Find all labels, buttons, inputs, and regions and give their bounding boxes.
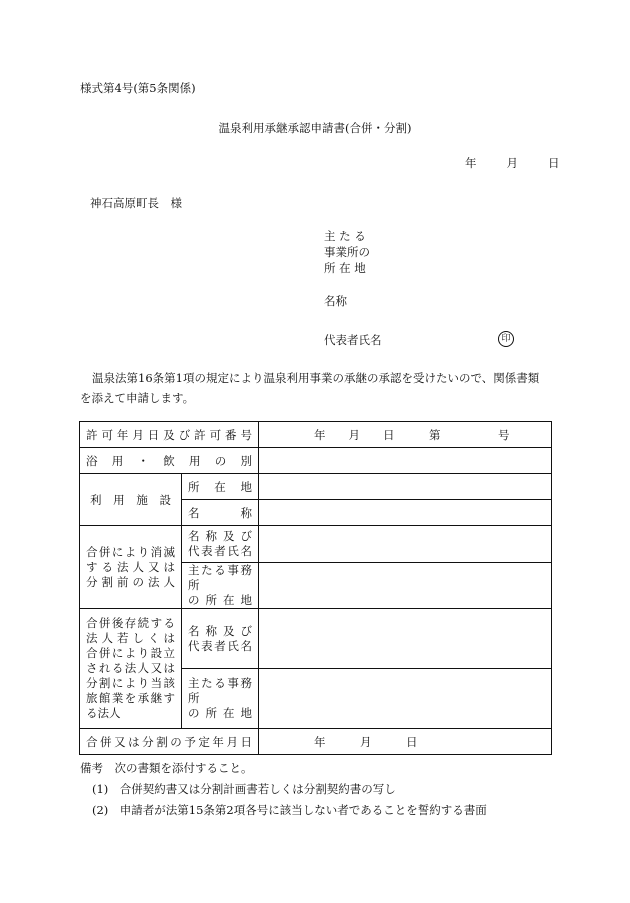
label-line: 分割により当該 xyxy=(86,676,175,690)
label-line: 法人若しくは xyxy=(86,631,175,645)
scheduled-date-label: 合併又は分割の予定年月日 xyxy=(80,729,259,755)
document-title: 温泉利用承継承認申請書(合併・分割) xyxy=(218,121,412,135)
address-label-line: 主 た る xyxy=(324,229,366,243)
label-line: 主たる事務所 xyxy=(188,676,252,705)
date-month: 月 xyxy=(506,156,518,170)
usage-type-value[interactable] xyxy=(259,448,552,474)
label-line: る法人 xyxy=(86,706,121,720)
dissolved-office-label xyxy=(182,563,259,609)
notes xyxy=(80,758,487,821)
dissolved-name-value[interactable] xyxy=(259,526,552,563)
successor-name-label xyxy=(182,609,259,669)
label-line: 旅館業を承継す xyxy=(86,691,175,705)
date-line xyxy=(465,155,560,171)
label-line: 代表者氏名 xyxy=(188,544,252,558)
dissolved-name-label xyxy=(182,526,259,563)
body-text: 温泉法第16条第1項の規定により温泉利用事業の承継の承認を受けたいので、関係書類を添えて申請します。 xyxy=(80,371,540,405)
permit-value: 年 月 日 第 号 xyxy=(259,422,552,448)
table-row xyxy=(80,422,552,448)
label-line: 代表者氏名 xyxy=(188,638,252,653)
label-line: 合併後存続する xyxy=(86,616,175,630)
facility-address-value[interactable] xyxy=(259,474,552,500)
label-line: する法人又は xyxy=(86,559,175,574)
successor-corp-label xyxy=(80,609,182,729)
table-row xyxy=(80,609,552,669)
label-line: 合併により設立 xyxy=(86,646,175,660)
dissolved-corp-label xyxy=(80,526,182,609)
notes-item-2: (2) 申請者が法第15条第2項各号に該当しない者であることを誓約する書面 xyxy=(92,803,487,817)
label-line: の所在地 xyxy=(188,593,252,607)
facility-name-label: 名称 xyxy=(182,500,259,526)
usage-type-label: 浴用・飲用の別 xyxy=(80,448,259,474)
table-row xyxy=(80,448,552,474)
dissolved-office-value[interactable] xyxy=(259,563,552,609)
label-line: される法人又は xyxy=(86,661,175,675)
representative-label: 代表者氏名 xyxy=(324,333,382,347)
addressee: 神石高原町長 様 xyxy=(90,196,182,210)
successor-office-value[interactable] xyxy=(259,669,552,729)
label-line: 名称及び xyxy=(188,623,252,638)
label-line: 分割前の法人 xyxy=(86,574,175,589)
form-number: 様式第4号(第5条関係) xyxy=(80,81,196,95)
address-label-line: 所 在 地 xyxy=(324,261,366,275)
label-line: の所在地 xyxy=(188,706,252,720)
seal-mark: 印 xyxy=(498,331,514,347)
applicant-address-label xyxy=(324,228,370,276)
table-row xyxy=(80,729,552,755)
permit-label: 許可年月日及び許可番号 xyxy=(80,422,259,448)
label-line: 主たる事務所 xyxy=(188,563,252,592)
applicant-name-label: 名称 xyxy=(324,294,347,308)
notes-heading: 備考 次の書類を添付すること。 xyxy=(80,761,253,775)
facility-address-label: 所在地 xyxy=(182,474,259,500)
facility-name-value[interactable] xyxy=(259,500,552,526)
table-row xyxy=(80,474,552,500)
label-line: 合併により消滅 xyxy=(86,544,175,559)
date-year: 年 xyxy=(465,156,477,170)
application-table xyxy=(79,421,552,755)
notes-item-1: (1) 合併契約書又は分割計画書若しくは分割契約書の写し xyxy=(92,782,396,796)
successor-office-label xyxy=(182,669,259,729)
address-label-line: 事業所の xyxy=(324,245,370,259)
facility-label: 利用施設 xyxy=(80,474,182,526)
label-line: 名称及び xyxy=(188,529,252,543)
date-day: 日 xyxy=(548,156,560,170)
scheduled-date-value: 年 月 日 xyxy=(259,729,552,755)
table-row xyxy=(80,526,552,563)
successor-name-value[interactable] xyxy=(259,609,552,669)
